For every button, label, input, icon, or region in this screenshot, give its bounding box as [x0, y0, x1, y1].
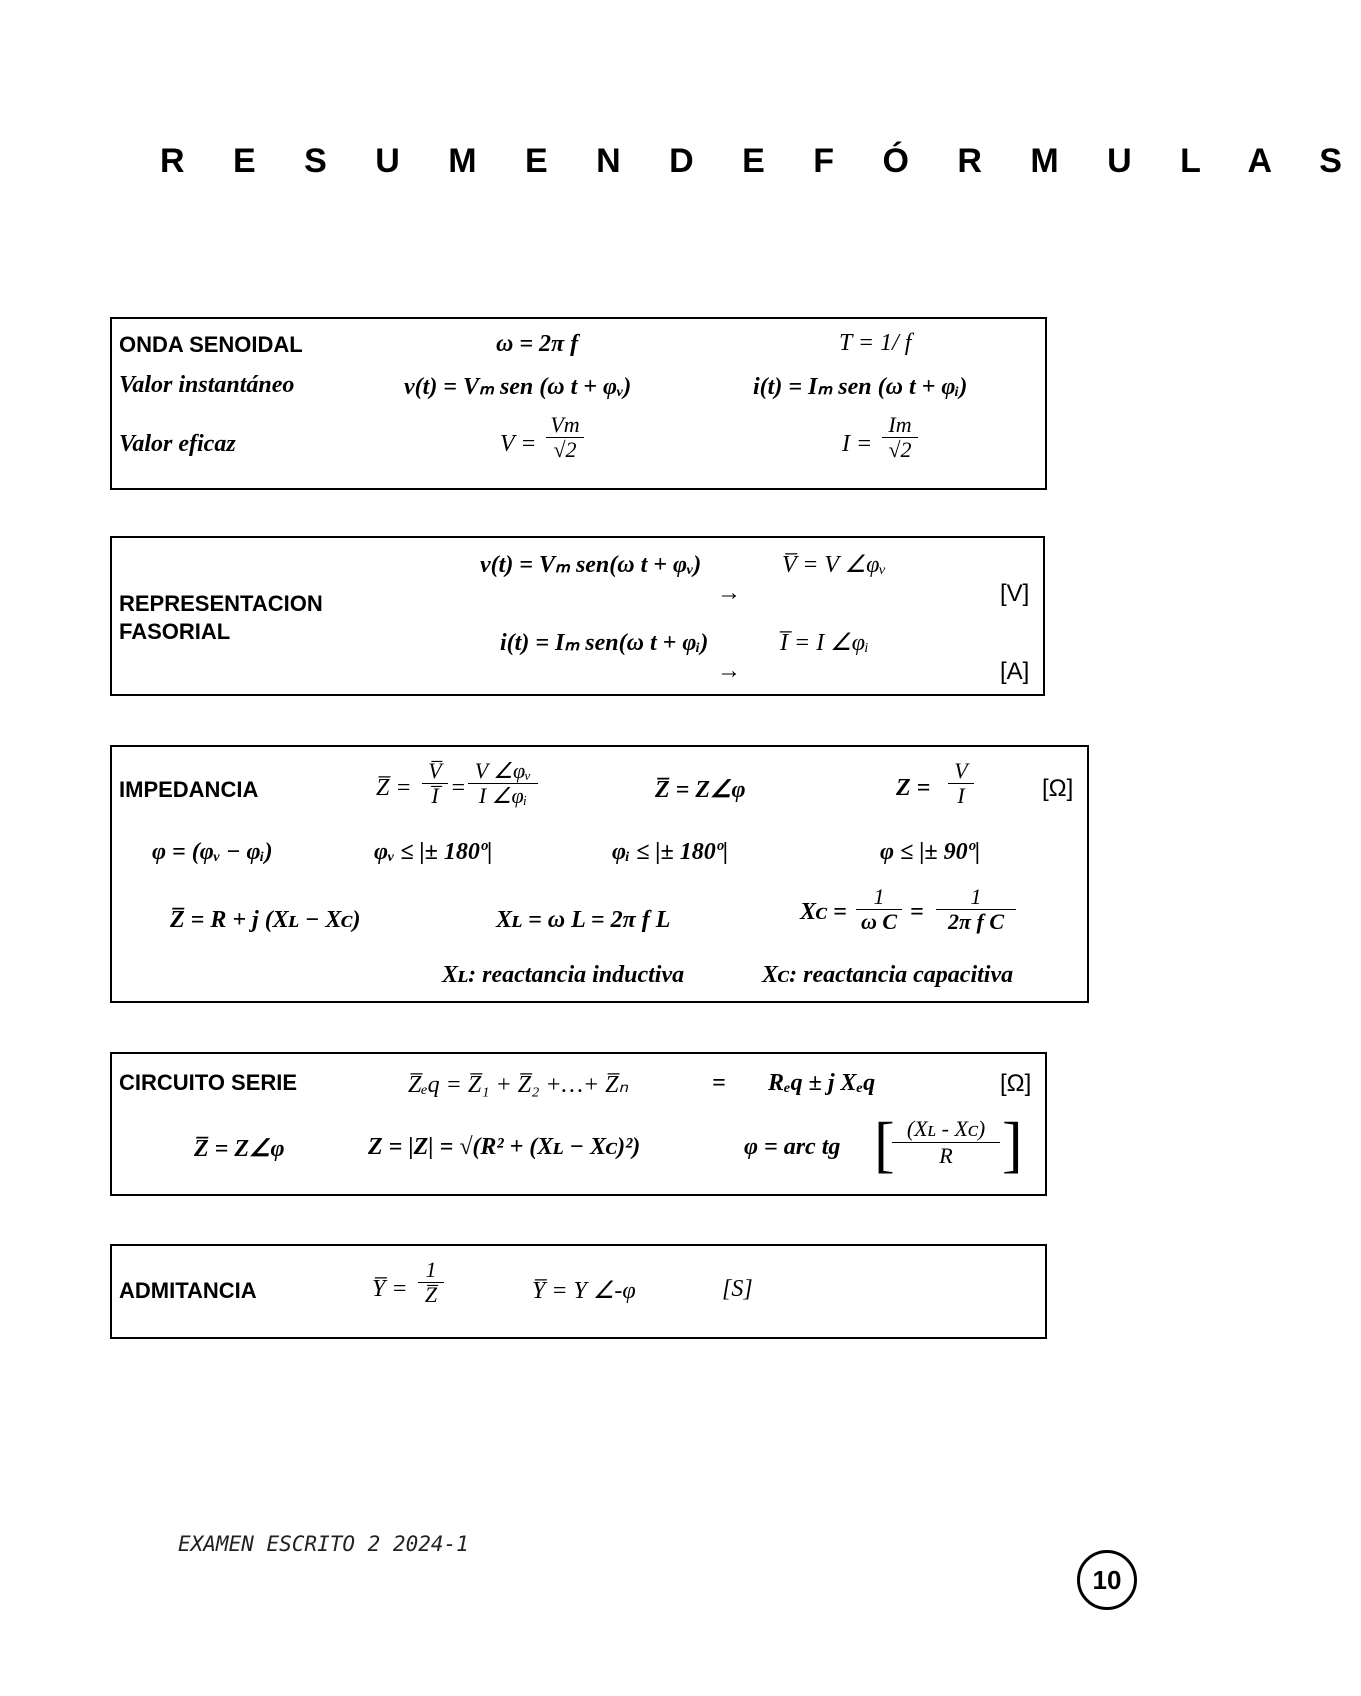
i-phasor: I̅ = I ∠φᵢ: [780, 630, 869, 656]
z-mag-lhs: Z =: [896, 775, 931, 801]
impedancia-box: [110, 745, 1089, 1003]
xc-frac1-denominator: ω C: [860, 909, 898, 934]
phi-range: φ ≤ |± 90º|: [880, 839, 981, 865]
phi-fraction: [892, 1116, 1000, 1169]
instantaneous-label: Valor instantáneo: [119, 372, 295, 398]
xc-frac2-denominator: 2π f C: [947, 909, 1004, 934]
fasorial-box: [110, 536, 1045, 696]
v-rms-denominator: √2: [553, 437, 577, 462]
z-mag-numerator: V: [954, 758, 968, 783]
v-instantaneous-formula: v(t) = Vₘ sen (ω t + φᵥ): [404, 374, 632, 400]
phi-numerator: (Xʟ - Xᴄ): [906, 1116, 986, 1141]
v-rms-fraction: [546, 413, 584, 462]
phi-arctg-lhs: φ = arc tg: [744, 1134, 841, 1160]
fasorial-heading-line2: FASORIAL: [119, 619, 231, 644]
serie-unit: [Ω]: [1000, 1070, 1032, 1097]
fasorial-heading: [119, 590, 323, 646]
y-fraction: [418, 1258, 444, 1307]
xc-fraction-2: [936, 885, 1016, 934]
page-title: R E S U M E N D E F Ó R M U L A S: [160, 142, 1361, 180]
v-arrow: →: [717, 580, 741, 606]
serie-z-polar: Z̅ = Z∠φ: [194, 1136, 285, 1162]
v-unit: [V]: [1000, 580, 1030, 607]
z-frac2-numerator: V ∠φᵥ: [474, 758, 532, 783]
z-rectangular: Z̅ = R + j (Xʟ − Xᴄ): [170, 907, 361, 933]
i-instantaneous-formula: i(t) = Iₘ sen (ω t + φᵢ): [753, 374, 968, 400]
i-rms-numerator: Im: [888, 412, 912, 437]
i-unit: [A]: [1000, 658, 1030, 685]
omega-formula: ω = 2π f: [496, 331, 579, 357]
xc-frac1-numerator: 1: [873, 884, 885, 909]
impedancia-unit: [Ω]: [1042, 775, 1074, 802]
z-eq: =: [450, 775, 467, 801]
admitancia-unit: [S]: [722, 1276, 753, 1302]
v-rms-lhs: V =: [500, 431, 537, 457]
xc-description: Xᴄ: reactancia capacitiva: [762, 962, 1014, 988]
xl-formula: Xʟ = ω L = 2π f L: [496, 907, 671, 933]
rms-label: Valor eficaz: [119, 431, 236, 457]
period-formula: T = 1/ f: [839, 330, 912, 356]
z-polar: Z̅ = Z∠φ: [655, 777, 746, 803]
fasorial-heading-line1: REPRESENTACION: [119, 591, 323, 616]
onda-heading: ONDA SENOIDAL: [119, 332, 303, 357]
v-time-formula: v(t) = Vₘ sen(ω t + φᵥ): [480, 552, 702, 578]
z-frac2-denominator: I ∠φᵢ: [478, 783, 528, 808]
phi-denominator: R: [939, 1143, 953, 1168]
left-bracket: [: [874, 1111, 895, 1179]
i-rms-lhs: I =: [842, 431, 873, 457]
i-time-formula: i(t) = Iₘ sen(ω t + φᵢ): [500, 630, 709, 656]
serie-heading: CIRCUITO SERIE: [119, 1070, 298, 1095]
y-numerator: 1: [425, 1257, 437, 1282]
xc-lhs: Xᴄ =: [800, 899, 847, 925]
z-lhs: Z̅ =: [376, 775, 412, 801]
z-mag-denominator: I: [957, 783, 965, 808]
z-mag-fraction: [948, 759, 974, 808]
z-frac1-numerator: V̅: [428, 758, 442, 783]
xc-frac2-numerator: 1: [970, 884, 982, 909]
impedancia-heading: IMPEDANCIA: [119, 777, 259, 802]
phi-difference: φ = (φᵥ − φᵢ): [152, 839, 273, 865]
z-fraction-2: [468, 759, 538, 808]
admitancia-box: [110, 1244, 1047, 1339]
xc-eq: =: [910, 899, 924, 925]
serie-eq-sign: =: [712, 1070, 726, 1096]
i-rms-denominator: √2: [888, 437, 912, 462]
y-lhs: Y̅ =: [372, 1276, 408, 1302]
req-formula: Rₑq ± j Xₑq: [768, 1070, 876, 1096]
z-frac1-denominator: I̅: [431, 783, 439, 808]
onda-senoidal-box: [110, 317, 1047, 490]
v-phasor: V̅ = V ∠φᵥ: [782, 552, 887, 578]
footer-exam-label: EXAMEN ESCRITO 2 2024-1: [178, 1532, 469, 1556]
zeq-sum: Z̅ₑq = Z̅₁ + Z̅₂ +…+ Z̅ₙ: [408, 1072, 629, 1098]
y-polar: Y̅ = Y ∠-φ: [532, 1278, 636, 1304]
xc-fraction-1: [856, 885, 902, 934]
i-rms-fraction: [882, 413, 918, 462]
page-number-badge: 10: [1077, 1550, 1137, 1610]
phi-v-range: φᵥ ≤ |± 180º|: [374, 839, 493, 865]
y-denominator: Z̅: [424, 1282, 438, 1307]
right-bracket: ]: [1002, 1111, 1023, 1179]
phi-i-range: φᵢ ≤ |± 180º|: [612, 839, 729, 865]
admitancia-heading: ADMITANCIA: [119, 1278, 257, 1303]
v-rms-numerator: Vm: [550, 412, 580, 437]
i-arrow: →: [717, 658, 741, 684]
circuito-serie-box: [110, 1052, 1047, 1196]
serie-z-modulus: Z = |Z| = √(R² + (Xʟ − Xᴄ)²): [368, 1134, 641, 1160]
z-fraction-1: [422, 759, 448, 808]
xl-description: Xʟ: reactancia inductiva: [442, 962, 685, 988]
